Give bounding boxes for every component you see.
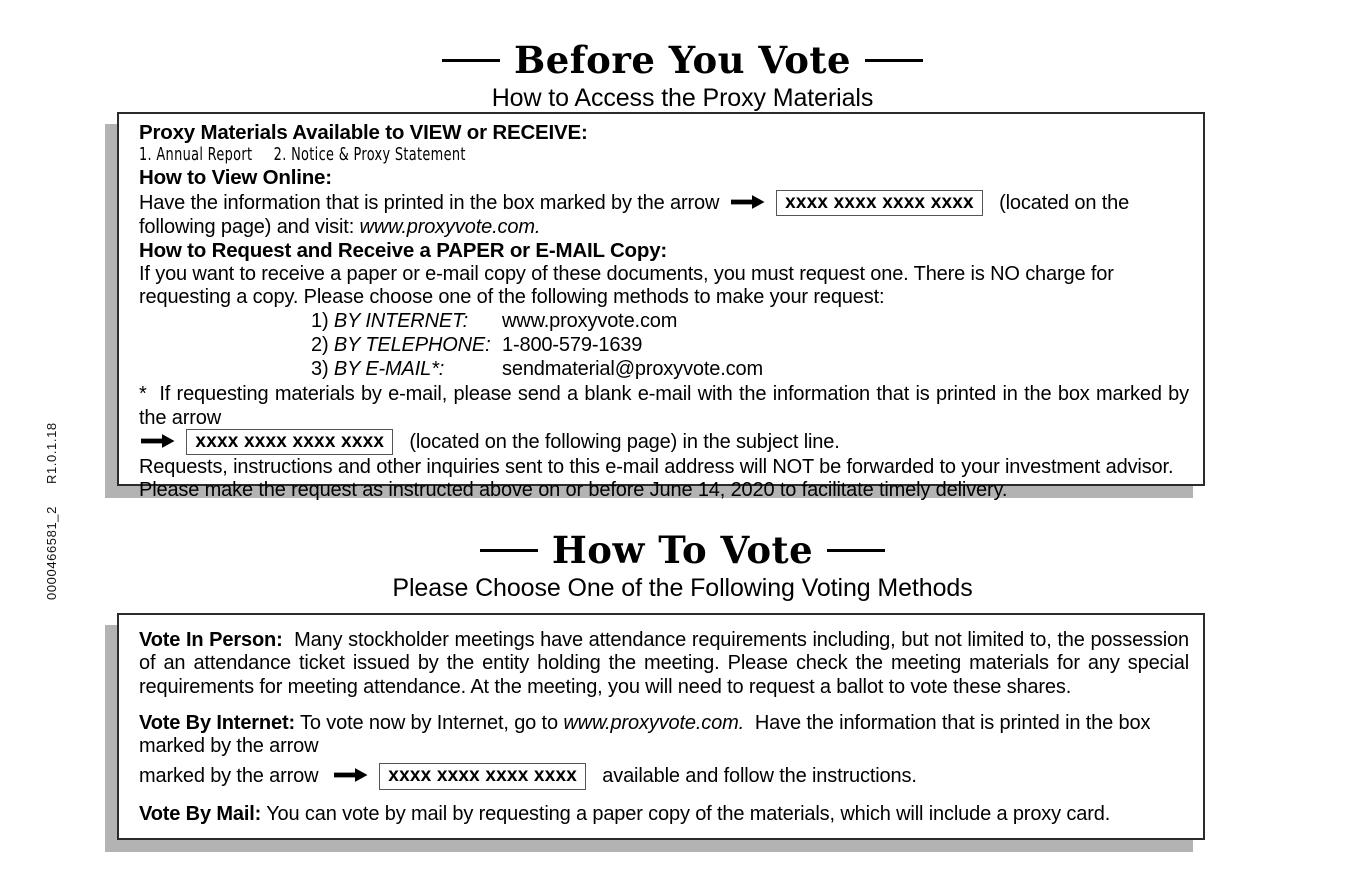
how-to-vote-subtitle: Please Choose One of the Following Voting Methods — [392, 574, 973, 602]
vote-by-mail-label: Vote By Mail: — [139, 802, 262, 825]
arrow-right-icon — [334, 767, 368, 783]
method-number-telephone: 2) — [311, 334, 329, 357]
method-value-internet: www.proxyvote.com — [502, 310, 678, 333]
title-rule-right — [827, 549, 885, 552]
vote-by-internet-url: www.proxyvote.com. — [563, 711, 745, 734]
control-number-box-vote-internet: xxxx xxxx xxxx xxxx — [379, 763, 586, 789]
view-online-url: www.proxyvote.com. — [359, 215, 541, 238]
how-to-view-online-text — [139, 190, 1189, 216]
vote-by-internet-text-after: available and follow the instructions. — [602, 765, 917, 788]
request-methods-list — [139, 310, 1189, 381]
vote-by-internet-marked-label: marked by the arrow — [139, 765, 319, 788]
title-rule-right — [865, 59, 923, 62]
job-number: 0000466581_2 — [44, 506, 59, 600]
vote-by-internet-label: Vote By Internet: — [139, 711, 295, 734]
method-value-telephone: 1-800-579-1639 — [502, 334, 643, 357]
method-number-internet: 1) — [311, 310, 329, 333]
view-online-line2-before: following page) and visit: — [139, 215, 355, 238]
view-online-text-before: Have the information that is printed in the box marked by the arrow — [139, 191, 720, 214]
method-name-internet: BY INTERNET: — [333, 310, 469, 333]
footnote-text-before: If requesting materials by e-mail, please send a blank e-mail with the information that is printed in the box marked by the arrow — [139, 383, 1189, 429]
method-name-telephone: BY TELEPHONE: — [333, 334, 491, 357]
method-label-internet — [311, 310, 502, 334]
email-footnote — [139, 383, 1189, 430]
revision-code: R1.0.1.18 — [44, 422, 59, 485]
method-row-telephone — [311, 334, 1189, 358]
request-receive-heading: How to Request and Receive a PAPER or E-MAIL Copy: — [139, 239, 668, 263]
materials-item-1: 1. Annual Report — [139, 144, 253, 165]
method-row-internet — [311, 310, 1189, 334]
method-row-email — [311, 358, 1189, 382]
voting-methods-panel-wrapper — [117, 613, 1205, 840]
method-name-email: BY E-MAIL*: — [333, 357, 445, 380]
before-you-vote-title-row — [0, 38, 1365, 82]
email-footnote-line2 — [139, 429, 1189, 455]
vote-by-internet-text-before: To vote now by Internet, go to — [300, 711, 558, 734]
how-to-vote-title-row — [0, 528, 1365, 572]
method-label-email — [311, 358, 502, 382]
before-you-vote-title: Before You Vote — [513, 38, 852, 82]
method-value-email: sendmaterial@proxyvote.com — [502, 357, 763, 380]
materials-available-heading: Proxy Materials Available to VIEW or RECEIVE: — [139, 121, 588, 144]
vote-in-person-text: Many stockholder meetings have attendance requirements including, but not limited to, the possession of an attendance ticket issued by the entity holding the meeting. Please check the meeting materials for any special requirements for meeting attendance. At the meeting, you will need to request a ballot to vote these shares. — [139, 629, 1189, 698]
before-you-vote-header — [0, 38, 1365, 112]
control-number-box-view-online: xxxx xxxx xxxx xxxx — [776, 190, 983, 216]
voting-methods-panel — [117, 613, 1205, 840]
vote-in-person-block — [139, 629, 1189, 699]
how-to-vote-title: How To Vote — [551, 528, 814, 572]
control-number-box-email: xxxx xxxx xxxx xxxx — [186, 429, 393, 455]
request-paragraph: If you want to receive a paper or e-mail copy of these documents, you must request one. There is NO charge for requesting a copy. Please choose one of the following methods to make your request: — [139, 262, 1114, 309]
method-number-email: 3) — [311, 357, 329, 380]
proxy-materials-panel-wrapper — [117, 112, 1205, 502]
arrow-right-icon — [141, 433, 175, 449]
view-online-text-after: (located on the — [999, 191, 1130, 214]
proxy-materials-panel — [117, 112, 1205, 502]
closing-paragraph: Requests, instructions and other inquiries sent to this e-mail address will NOT be forwarded to your investment advisor. Please make the request as instructed above on or before June 14, 2020 to facilitate timely delivery. — [139, 456, 1174, 502]
footnote-marker: * — [139, 383, 147, 406]
before-you-vote-subtitle: How to Access the Proxy Materials — [491, 84, 874, 112]
vote-in-person-label: Vote In Person: — [139, 629, 283, 651]
how-to-view-online-heading: How to View Online: — [139, 165, 332, 189]
vote-by-mail-block — [139, 803, 1189, 826]
vote-by-internet-text-mid: Have the information that is printed in the box marked by the arrow — [139, 711, 1151, 758]
materials-items-line — [139, 145, 1000, 166]
arrow-right-icon — [731, 194, 765, 210]
method-label-telephone — [311, 334, 502, 358]
vote-by-mail-text: You can vote by mail by requesting a paper copy of the materials, which will include a proxy card. — [266, 802, 1111, 825]
title-rule-left — [480, 549, 538, 552]
vote-by-internet-block — [139, 712, 1189, 759]
vote-by-internet-line2 — [139, 763, 1189, 789]
how-to-view-online-text-line2 — [139, 216, 1189, 239]
how-to-vote-header — [0, 528, 1365, 602]
footnote-text-after: (located on the following page) in the subject line. — [409, 430, 840, 453]
materials-item-2: 2. Notice & Proxy Statement — [273, 144, 466, 165]
title-rule-left — [442, 59, 500, 62]
